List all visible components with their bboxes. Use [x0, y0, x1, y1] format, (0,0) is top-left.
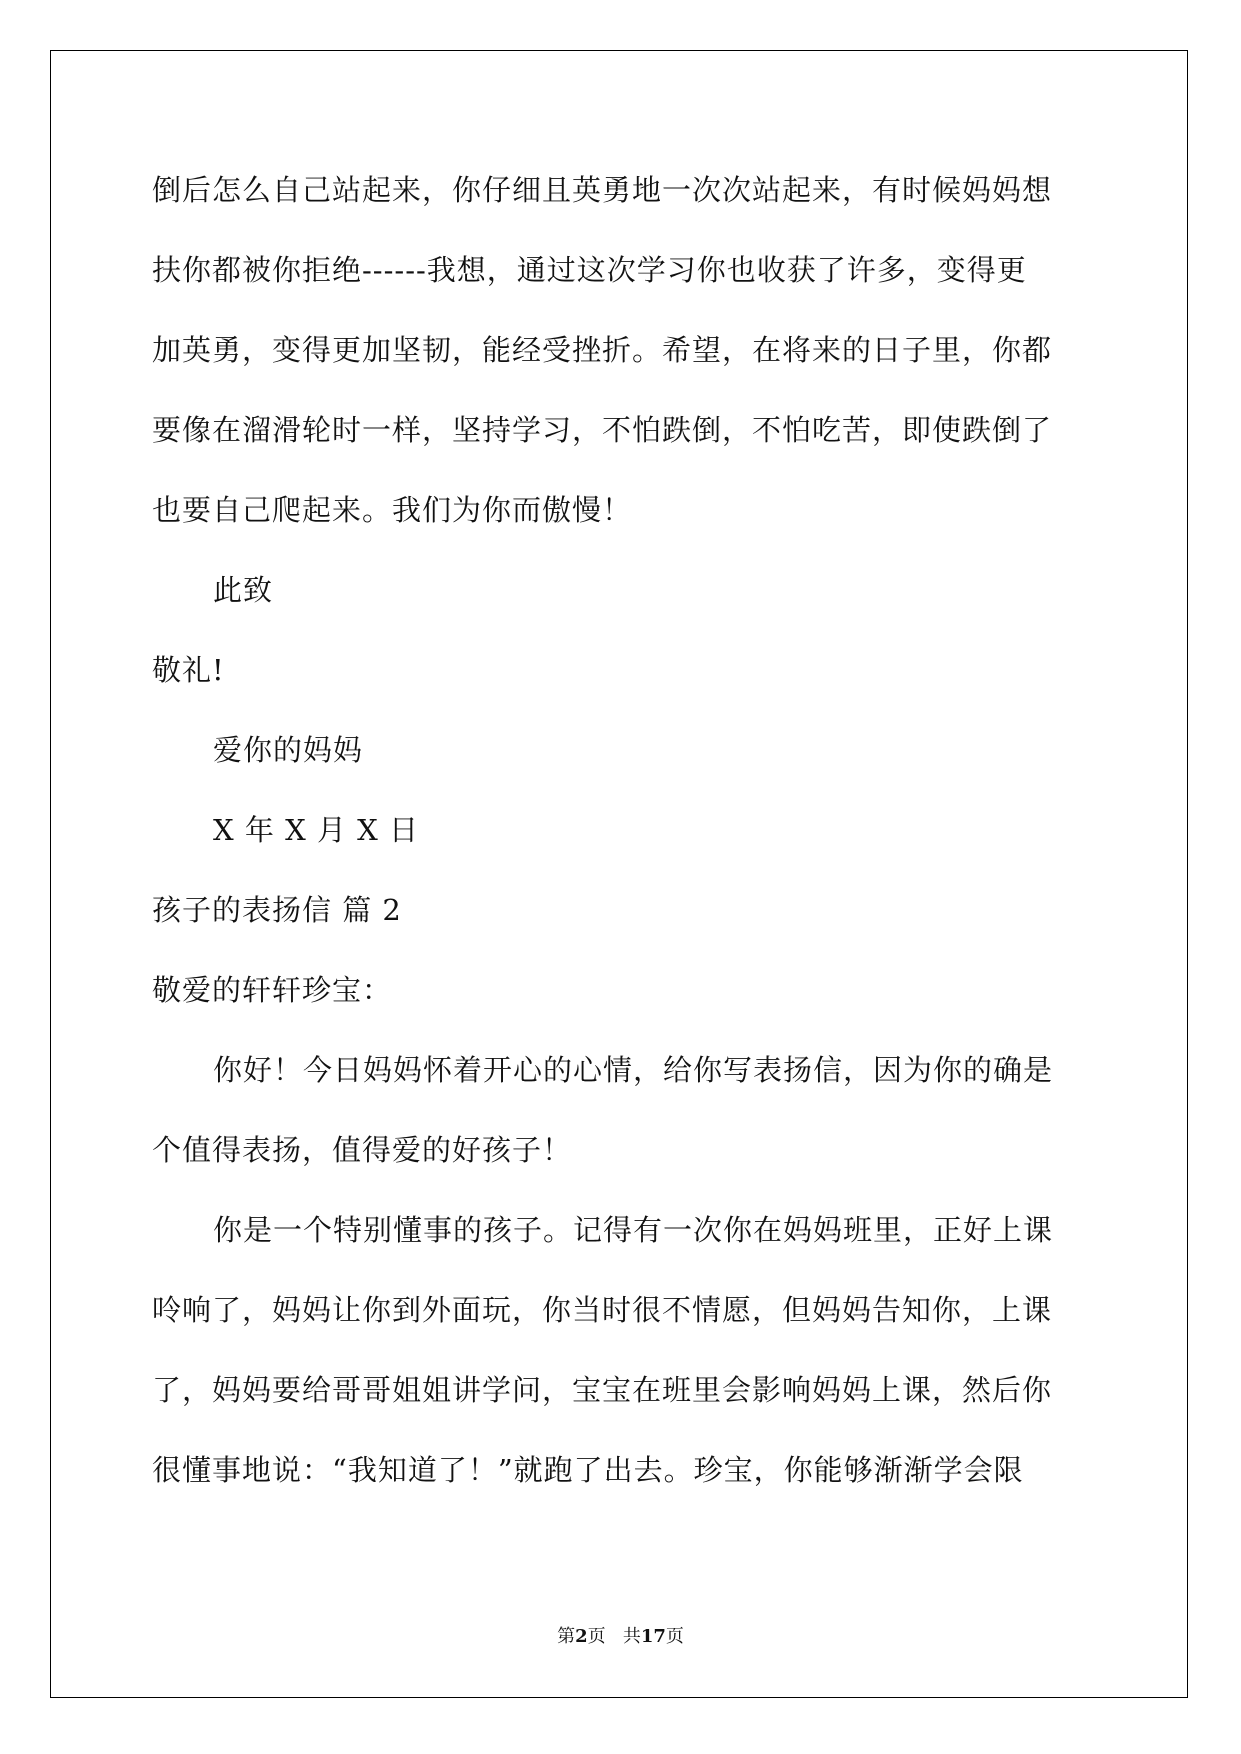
body-line-4: 要像在溜滑轮时一样，坚持学习，不怕跌倒，不怕吃苦，即使跌倒了 [152, 413, 1053, 447]
footer-total-suffix: 页 [665, 1626, 684, 1647]
closing-regards: 敬礼! [152, 653, 225, 687]
footer-page-suffix: 页 [587, 1626, 606, 1647]
footer-total-pages: 17 [640, 1626, 666, 1647]
body-line-9: 呤响了，妈妈让你到外面玩，你当时很不情愿，但妈妈告知你，上课 [152, 1293, 1053, 1327]
footer-total-prefix: 共 [622, 1626, 641, 1647]
footer-page-number: 2 [575, 1626, 588, 1647]
section-heading: 孩子的表扬信 篇 2 [152, 893, 402, 927]
body-line-7: 个值得表扬，值得爱的好孩子！ [152, 1133, 573, 1167]
closing-salutation: 此致 [213, 573, 274, 607]
body-line-1: 倒后怎么自己站起来，你仔细且英勇地一次次站起来，有时候妈妈想 [152, 173, 1053, 207]
page-footer [0, 1622, 1241, 1648]
footer-prefix: 第 [557, 1626, 576, 1647]
body-line-6: 你好！今日妈妈怀着开心的心情，给你写表扬信，因为你的确是 [213, 1053, 1054, 1087]
body-line-5: 也要自己爬起来。我们为你而傲慢！ [152, 493, 633, 527]
signature: 爱你的妈妈 [213, 733, 364, 767]
greeting: 敬爱的轩轩珍宝： [152, 973, 393, 1007]
body-line-3: 加英勇，变得更加坚韧，能经受挫折。希望，在将来的日子里，你都 [152, 333, 1053, 367]
body-line-10: 了，妈妈要给哥哥姐姐讲学问，宝宝在班里会影响妈妈上课，然后你 [152, 1373, 1053, 1407]
body-line-8: 你是一个特别懂事的孩子。记得有一次你在妈妈班里，正好上课 [213, 1213, 1054, 1247]
body-line-2: 扶你都被你拒绝------我想，通过这次学习你也收获了许多，变得更 [152, 253, 1027, 287]
letter-date: X 年 X 月 X 日 [213, 813, 420, 847]
body-line-11: 很懂事地说：“我知道了！”就跑了出去。珍宝，你能够渐渐学会限 [152, 1453, 1024, 1487]
